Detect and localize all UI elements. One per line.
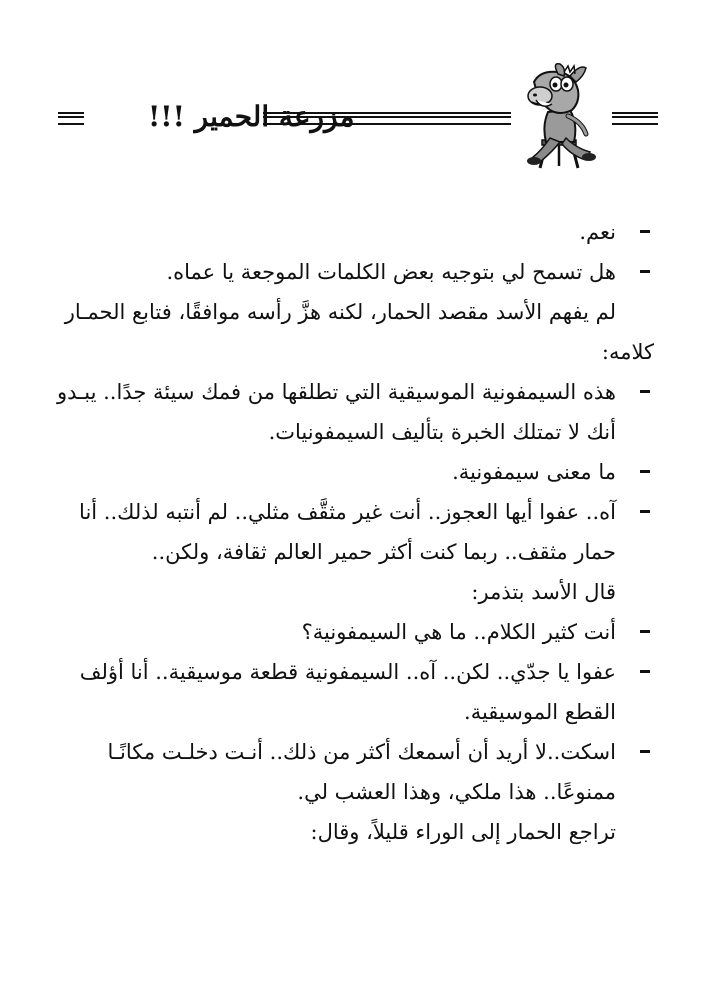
page-body [54,212,654,852]
narration-line: تراجع الحمار إلى الوراء قليلاً، وقال: [310,820,616,844]
page-header [58,62,658,172]
page-title: مزرعة الحمير !!! [148,100,355,133]
dialogue-line: نعم. [54,212,654,252]
dialogue-line: هل تسمح لي بتوجيه بعض الكلمات الموجعة يا عماه. [54,252,654,292]
dialogue-line: هذه السيمفونية الموسيقية التي تطلقها من فمك سيئة جدًا.. يبـدو [54,372,654,412]
dialogue-continuation: ممنوعًا.. هذا ملكي، وهذا العشب لي. [297,780,616,804]
dialogue-continuation: أنك لا تمتلك الخبرة بتأليف السيمفونيات. [268,420,616,444]
dialogue-continuation: حمار مثقف.. ربما كنت أكثر حمير العالم ثقافة، ولكن.. [151,540,616,564]
narration-line: لم يفهم الأسد مقصد الحمار، لكنه هزَّ رأسه موافقًا، فتابع الحمـار [64,300,616,324]
header-rule-middle [263,112,511,125]
header-rule-left [58,112,84,125]
narration-line: كلامه: [601,340,654,364]
dialogue-line: ما معنى سيمفونية. [54,452,654,492]
dialogue-line: آه.. عفوا أيها العجوز.. أنت غير مثقَّف مثلي.. لم أنتبه لذلك.. أنا [54,492,654,532]
dialogue-line: أنت كثير الكلام.. ما هي السيمفونية؟ [54,612,654,652]
dialogue-line: اسكت..لا أريد أن أسمعك أكثر من ذلك.. أنـت دخلـت مكانًـا [54,732,654,772]
donkey-icon [520,62,606,170]
header-rule-right [612,112,658,125]
narration-line: قال الأسد بتذمر: [471,580,616,604]
dialogue-line: عفوا يا جدّي.. لكن.. آه.. السيمفونية قطعة موسيقية.. أنا أؤلف [54,652,654,692]
dialogue-continuation: القطع الموسيقية. [464,700,616,724]
